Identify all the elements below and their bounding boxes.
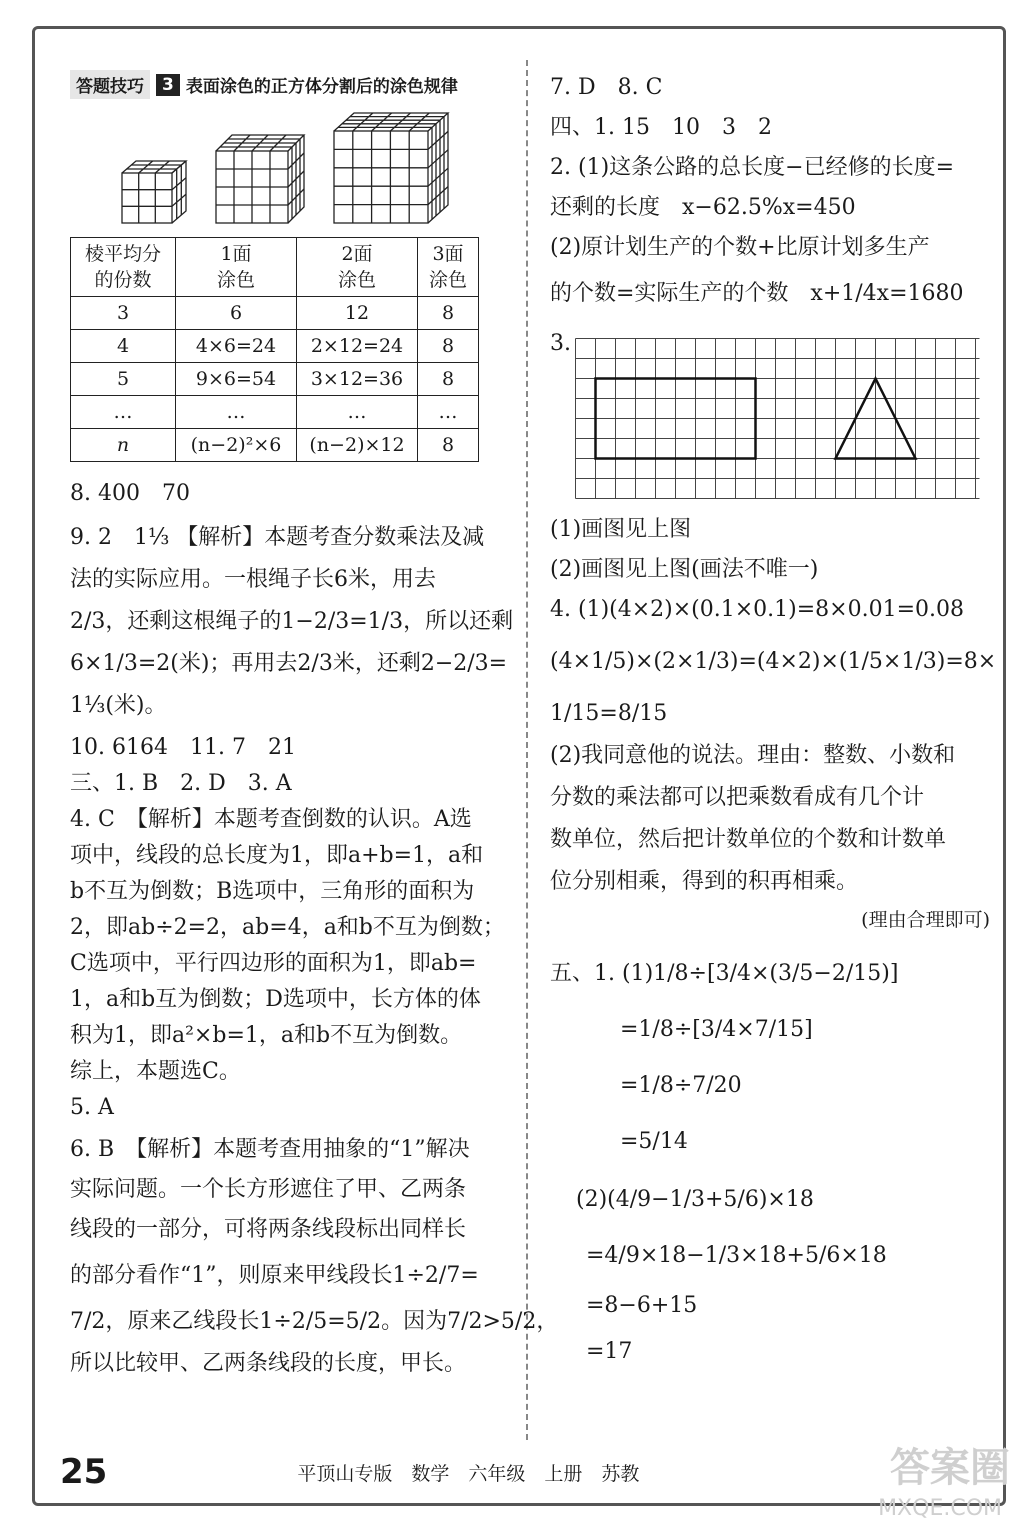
- section-4-answer-2-line: (2)原计划生产的个数+比原计划多生产: [550, 235, 930, 260]
- section-4-answer-3-note: (1)画图见上图: [550, 517, 692, 542]
- page-footer: [60, 1452, 639, 1492]
- table-header: 棱平均分 的份数: [71, 238, 176, 297]
- section-4-answer-1: 四、1. 15 10 3 2: [550, 115, 772, 140]
- section-4-answer-4-line: 分数的乘法都可以把乘数看成有几个计: [550, 785, 925, 810]
- watermark-url: MXQE.COM: [878, 1496, 1002, 1521]
- cube-3-icon: [120, 157, 188, 225]
- page-number: 25: [60, 1452, 108, 1492]
- watermark-logo: 答案圈: [890, 1445, 1010, 1491]
- section-5-line: =1/8÷[3/4×7/15]: [620, 1017, 813, 1042]
- right-column-lower: [550, 512, 997, 1370]
- answer-3-4-line: C选项中，平行四边形的面积为1，即ab=: [70, 951, 477, 976]
- table-header: 1面 涂色: [176, 238, 297, 297]
- answer-7-8: 7. D 8. C: [550, 75, 663, 100]
- answer-3-6-line: 线段的一部分，可将两条线段标出同样长: [70, 1217, 467, 1242]
- section-4-answer-4-line: (2)我同意他的说法。理由：整数、小数和: [550, 743, 956, 768]
- answer-3-5: 5. A: [70, 1095, 114, 1120]
- tip-label: 答题技巧: [70, 70, 150, 99]
- table-row: 4 4×6=24 2×12=24 8: [71, 330, 479, 363]
- answer-3-4-line: b不互为倒数；B选项中，三角形的面积为: [70, 879, 475, 904]
- table-row: … … … …: [71, 396, 479, 429]
- answer-8: 8. 400 70: [70, 481, 190, 506]
- cube-4-icon: [214, 133, 306, 225]
- left-column: [70, 70, 559, 1382]
- section-4-answer-3-label: 3.: [550, 331, 571, 356]
- table-header-row: [71, 238, 479, 297]
- answer-3-6-line: 的部分看作“1”，则原来甲线段长1÷2/7=: [70, 1263, 479, 1288]
- table-row: 3 6 12 8: [71, 297, 479, 330]
- section-4-answer-4-line: 位分别相乘，得到的积再相乘。: [550, 869, 859, 894]
- footer-text: 平顶山专版 数学 六年级 上册 苏教: [297, 1462, 640, 1485]
- answer-3-6-line: 7/2，原来乙线段长1÷2/5=5/2。因为7/2>5/2，: [70, 1309, 559, 1334]
- section-4-answer-4-note: (理由合理即可): [861, 909, 990, 931]
- section-4-answer-3-note: (2)画图见上图(画法不唯一): [550, 557, 819, 582]
- answer-3-6-line: 实际问题。一个长方形遮住了甲、乙两条: [70, 1177, 467, 1202]
- table-row: 5 9×6=54 3×12=36 8: [71, 363, 479, 396]
- tip-title: 表面涂色的正方体分割后的涂色规律: [185, 77, 458, 97]
- section-3-answers: 三、1. B 2. D 3. A: [70, 771, 292, 796]
- answer-3-6-line: 6. B 【解析】本题考查用抽象的“1”解决: [70, 1137, 470, 1162]
- tip-number: 3: [156, 74, 180, 96]
- answer-9-line: 1⅓(米)。: [70, 693, 167, 718]
- section-5-line: =17: [586, 1339, 633, 1364]
- section-4-answer-4-line: 4. (1)(4×2)×(0.1×0.1)=8×0.01=0.08: [550, 597, 965, 622]
- cube-illustrations: [120, 111, 510, 225]
- answer-3-4-line: 积为1，即a²×b=1，a和b不互为倒数。: [70, 1023, 463, 1048]
- answer-9-line: 2/3，还剩这根绳子的1−2/3=1/3，所以还剩: [70, 609, 514, 634]
- section-4-answer-4-line: (4×1/5)×(2×1/3)=(4×2)×(1/5×1/3)=8×: [550, 649, 997, 674]
- coloring-table: [70, 237, 479, 462]
- section-4-answer-2-line: 还剩的长度 x−62.5%x=450: [550, 195, 856, 220]
- drawing-grid: [575, 338, 980, 504]
- section-5-line: =5/14: [620, 1129, 688, 1154]
- answer-10-11: 10. 6164 11. 7 21: [70, 735, 296, 760]
- section-4-answer-4-line: 数单位，然后把计数单位的个数和计数单: [550, 827, 947, 852]
- table-header: 3面 涂色: [418, 238, 479, 297]
- answer-9-head: 9. 2 1⅓ 【解析】本题考查分数乘法及减: [70, 525, 485, 550]
- section-5-line: =4/9×18−1/3×18+5/6×18: [586, 1243, 887, 1268]
- section-4-answer-4-line: 1/15=8/15: [550, 701, 668, 726]
- answer-3-4-line: 2，即ab÷2=2，ab=4，a和b不互为倒数；: [70, 915, 505, 940]
- section-5-line: (2)(4/9−1/3+5/6)×18: [576, 1187, 814, 1212]
- table-header: 2面 涂色: [297, 238, 418, 297]
- answer-9-line: 法的实际应用。一根绳子长6米，用去: [70, 567, 436, 592]
- column-divider: [526, 60, 528, 1440]
- tip-header: [70, 70, 510, 99]
- answer-3-6-line: 所以比较甲、乙两条线段的长度，甲长。: [70, 1351, 467, 1376]
- section-5-line: 五、1. (1)1/8÷[3/4×(3/5−2/15)]: [550, 961, 899, 986]
- answer-3-4-line: 1，a和b互为倒数；D选项中，长方体的体: [70, 987, 481, 1012]
- section-5-line: =8−6+15: [586, 1293, 698, 1318]
- answer-3-4-line: 项中，线段的总长度为1，即a+b=1，a和: [70, 843, 484, 868]
- cube-5-icon: [332, 111, 450, 225]
- answer-9-line: 6×1/3=2(米)；再用去2/3米，还剩2−2/3=: [70, 651, 508, 676]
- answer-3-4-line: 4. C 【解析】本题考查倒数的认识。A选: [70, 807, 472, 832]
- section-5-line: =1/8÷7/20: [620, 1073, 742, 1098]
- right-column: [550, 70, 990, 362]
- answer-3-4-line: 综上，本题选C。: [70, 1059, 241, 1084]
- section-4-answer-2-line: 2. (1)这条公路的总长度−已经修的长度=: [550, 155, 955, 180]
- table-row: n (n−2)²×6 (n−2)×12 8: [71, 429, 479, 462]
- section-4-answer-2-line: 的个数=实际生产的个数 x+1/4x=1680: [550, 281, 964, 306]
